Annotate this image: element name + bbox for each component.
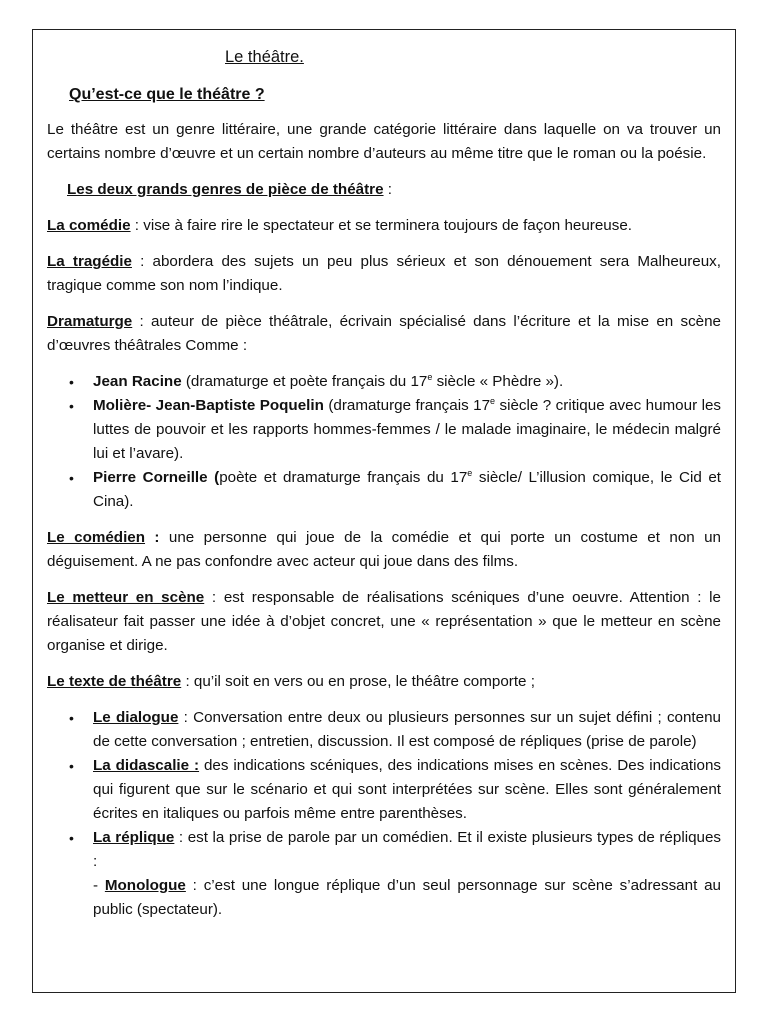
page-subtitle: Qu’est-ce que le théâtre ? <box>69 86 265 103</box>
bullet-icon: • <box>69 470 74 486</box>
author-desc: poète et dramaturge français du 17 <box>219 469 468 486</box>
author-desc: (dramaturge français 17 <box>323 397 491 414</box>
comedien-colon: : <box>145 529 160 546</box>
tragedie-text: : abordera des sujets un peu plus sérieux et son dénouement sera Malheureux, tragique comme son nom l’indique. <box>47 253 721 294</box>
author-desc: (dramaturge et poète français du 17 <box>181 373 428 390</box>
author-desc-end: siècle/ L’illusion comique, le Cid et Cina). <box>93 469 721 510</box>
comedie-paragraph <box>47 214 721 238</box>
dramaturge-paragraph <box>47 310 721 358</box>
comedie-term: La comédie <box>47 217 131 234</box>
comedien-paragraph <box>47 526 721 574</box>
author-name: Pierre Corneille ( <box>93 469 220 486</box>
element-term: La didascalie : <box>93 757 200 774</box>
authors-list <box>47 370 721 514</box>
tragedie-term: La tragédie <box>47 253 132 270</box>
metteur-paragraph <box>47 586 721 658</box>
page-title: Le théâtre. <box>225 48 304 66</box>
ordinal-sup: e <box>467 467 473 478</box>
list-item <box>47 706 721 754</box>
monologue-dash: - <box>93 877 105 894</box>
elements-list <box>47 706 721 922</box>
genres-heading: Les deux grands genres de pièce de théâtre <box>67 181 384 198</box>
author-name: Jean Racine <box>93 373 182 390</box>
genres-heading-line <box>67 178 721 202</box>
element-text: : Conversation entre deux ou plusieurs personnes sur un sujet défini ; contenu de cette conversation ; entretien, discussion. Il est composé de répliques (prise de parole) <box>93 709 721 750</box>
bullet-icon: • <box>69 758 74 774</box>
texte-paragraph <box>47 670 721 694</box>
dramaturge-term: Dramaturge <box>47 313 133 330</box>
dramaturge-text: : auteur de pièce théâtrale, écrivain spécialisé dans l’écriture et la mise en scène d’œuvres théâtrales Comme : <box>47 313 721 354</box>
list-item <box>47 394 721 466</box>
list-item <box>47 826 721 922</box>
bullet-icon: • <box>69 374 74 390</box>
bullet-icon: • <box>69 830 74 846</box>
tragedie-paragraph <box>47 250 721 298</box>
bullet-icon: • <box>69 398 74 414</box>
genres-heading-colon: : <box>383 181 392 198</box>
document-body <box>47 44 721 922</box>
comedien-term: Le comédien <box>47 529 146 546</box>
list-item <box>47 466 721 514</box>
bullet-icon: • <box>69 710 74 726</box>
metteur-text: : est responsable de réalisations scéniques d’une oeuvre. Attention : le réalisateur fait passer une idée à d’objet concret, une « représentation » que le metteur en scène organise et dirige. <box>47 589 721 654</box>
element-text: des indications scéniques, des indications mises en scènes. Des indications qui figurent que sur le scénario et qui sont interprétées sur scène. Elles sont généralement écrites en italiques ou parfois même entre parenthèses. <box>93 757 721 822</box>
texte-term: Le texte de théâtre <box>47 673 182 690</box>
author-name: Molière- Jean-Baptiste Poquelin <box>93 397 324 414</box>
metteur-term: Le metteur en scène <box>47 589 205 606</box>
comedie-text: : vise à faire rire le spectateur et se terminera toujours de façon heureuse. <box>130 217 633 234</box>
author-desc-end: siècle ? critique avec humour les luttes de pouvoir et les rapports hommes-femmes / le malade imaginaire, le médecin malgré lui et l’avare). <box>93 397 721 462</box>
intro-paragraph: Le théâtre est un genre littéraire, une grande catégorie littéraire dans laquelle on va trouver un certains nombre d’œuvre et un certain nombre d’auteurs au même titre que le roman ou la poésie. <box>47 121 721 162</box>
monologue-line <box>93 874 721 922</box>
element-term: La réplique <box>93 829 175 846</box>
ordinal-sup: e <box>427 371 433 382</box>
monologue-term: Monologue <box>104 877 186 894</box>
texte-text: : qu’il soit en vers ou en prose, le théâtre comporte ; <box>181 673 535 690</box>
comedien-text: une personne qui joue de la comédie et qui porte un costume et non un déguisement. A ne pas confondre avec acteur qui joue dans des films. <box>47 529 722 570</box>
monologue-text: : c’est une longue réplique d’un seul personnage sur scène s’adressant au public (spectateur). <box>93 877 721 918</box>
element-term: Le dialogue <box>93 709 179 726</box>
element-text: : est la prise de parole par un comédien. Et il existe plusieurs types de répliques : <box>93 829 721 870</box>
list-item <box>47 370 721 394</box>
author-desc-end: siècle « Phèdre »). <box>432 373 564 390</box>
ordinal-sup: e <box>490 395 496 406</box>
list-item <box>47 754 721 826</box>
